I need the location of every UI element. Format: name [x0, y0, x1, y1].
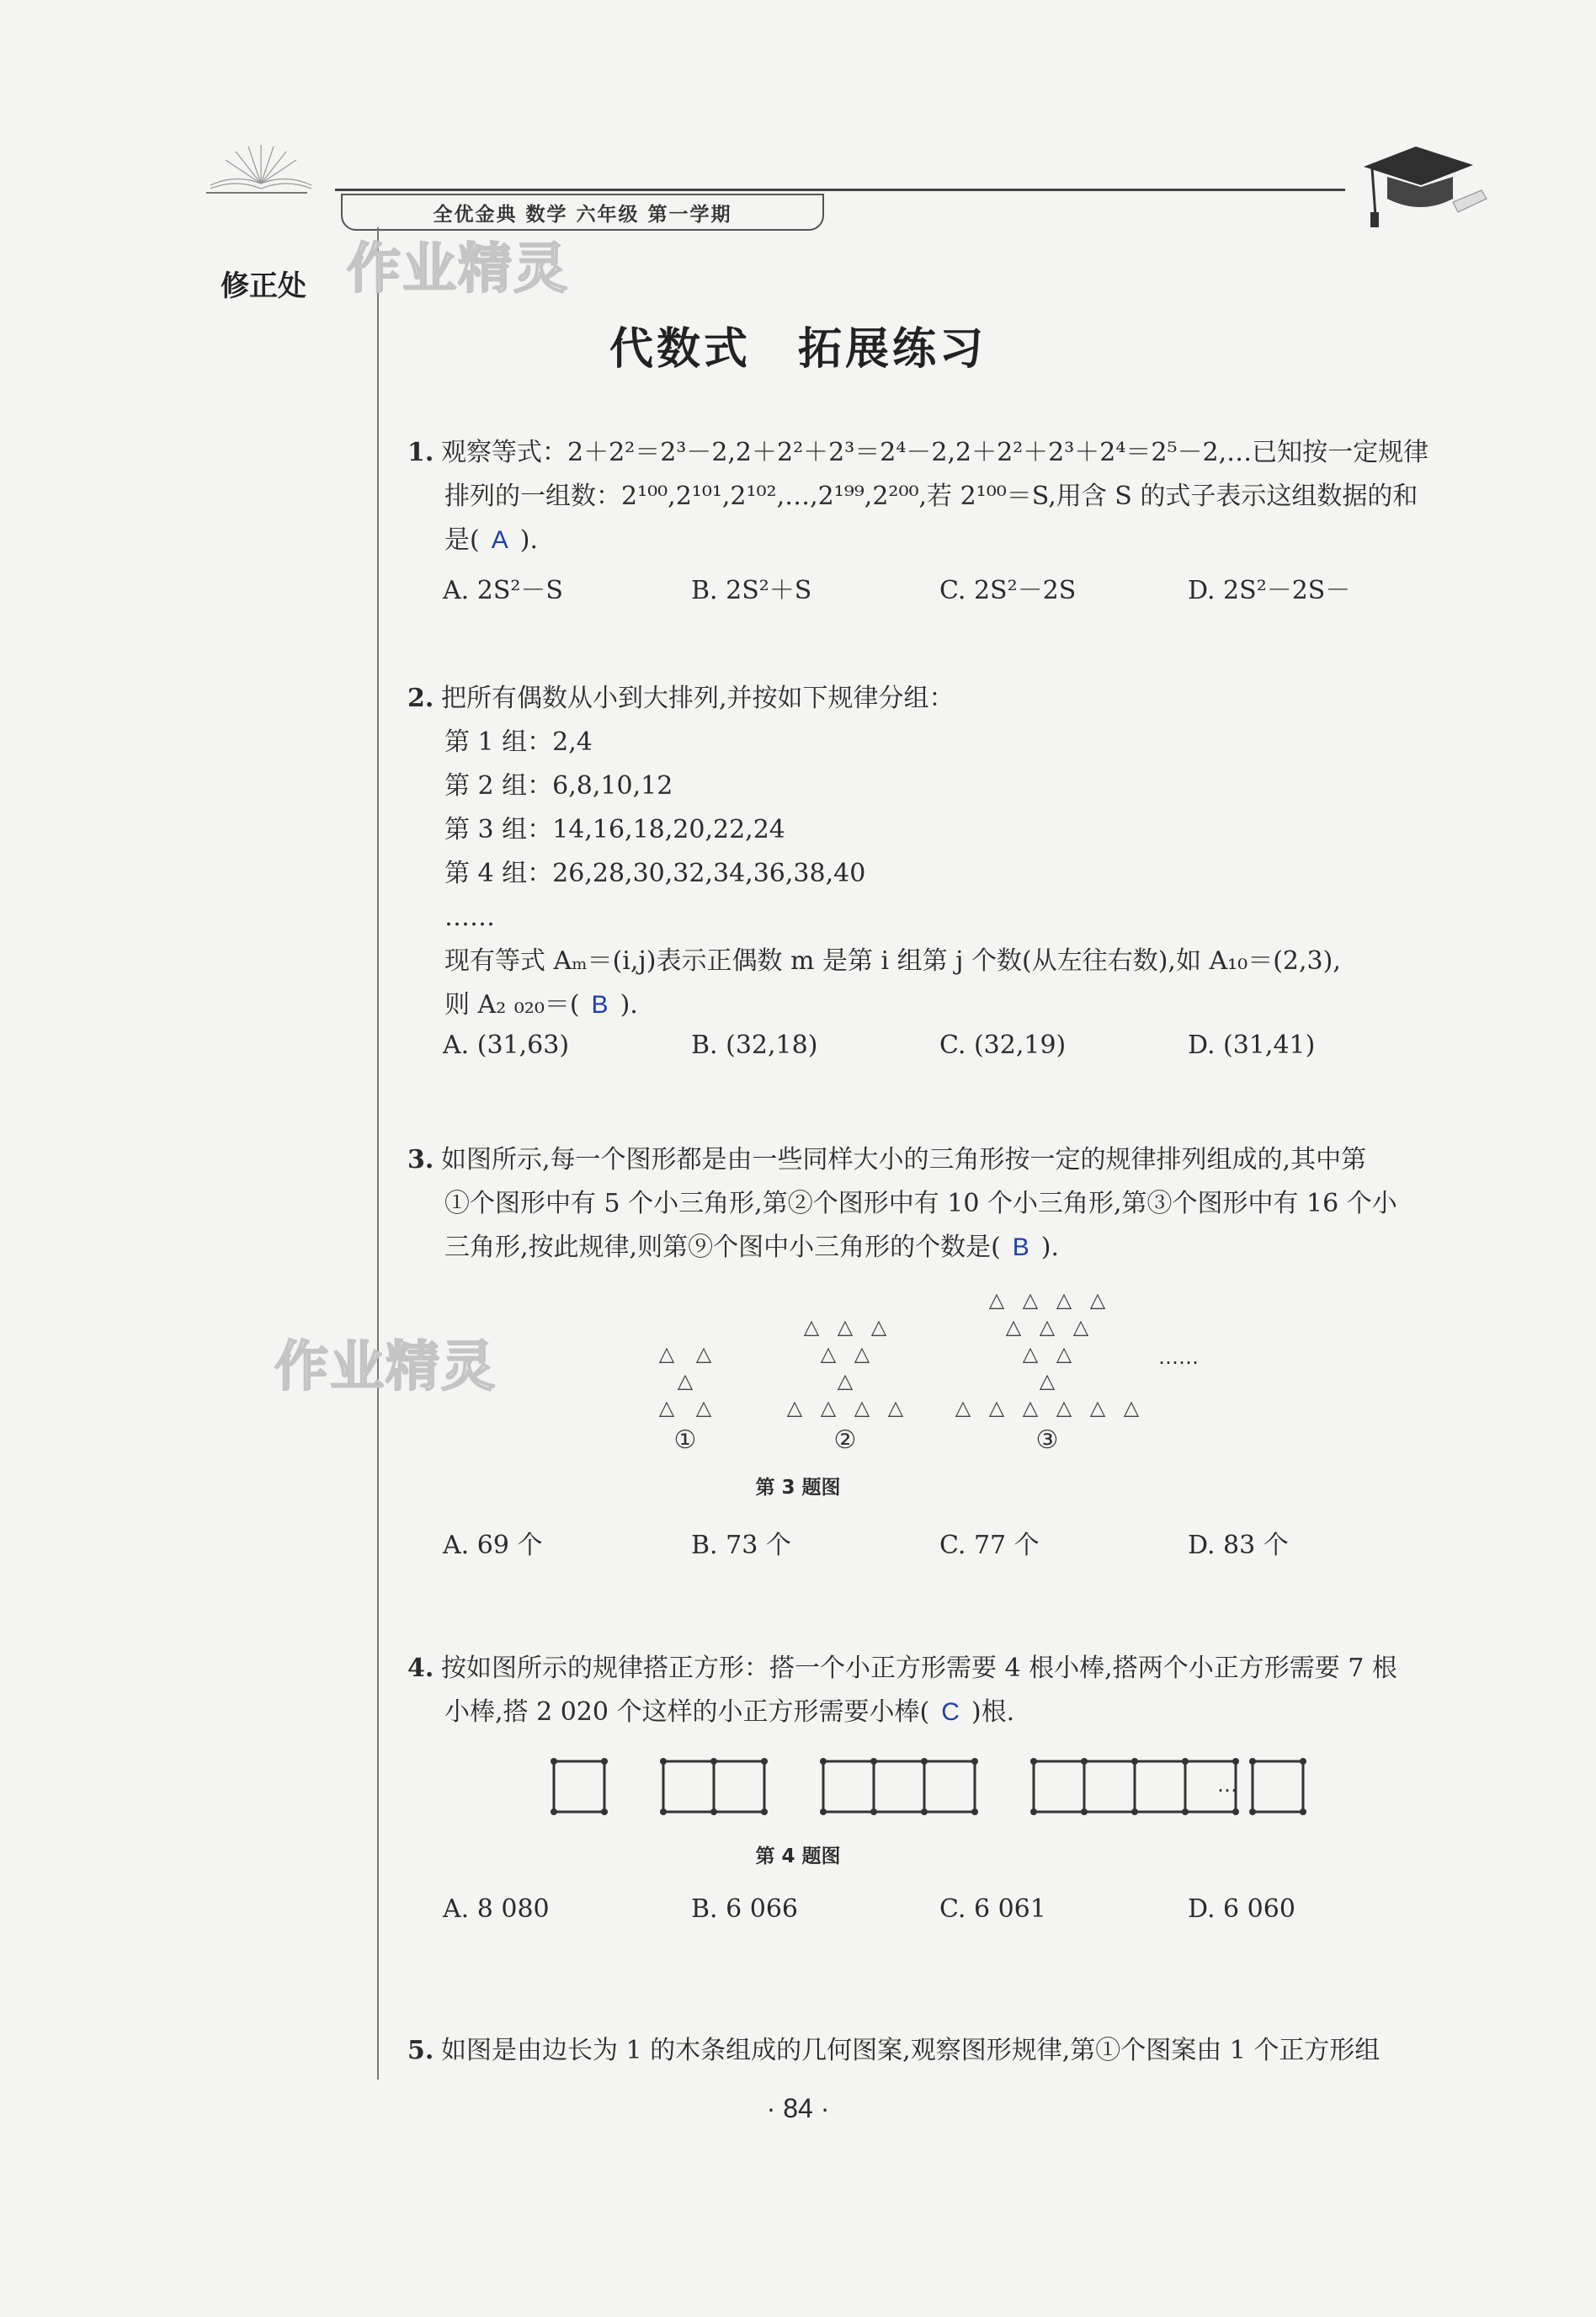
matchstick-squares-figure: [547, 1755, 1322, 1822]
option-a: A. 2S²－S: [443, 576, 563, 605]
triangle-icon: △: [1022, 1288, 1039, 1312]
triangle-icon: △: [837, 1369, 854, 1393]
question-text: 现有等式 Aₘ＝(i,j)表示正偶数 m 是第 i 组第 j 个数(从左往右数),如 A₁₀＝(2,3),: [444, 946, 1341, 976]
open-book-icon: [202, 141, 320, 194]
triangle-icon: △: [854, 1342, 870, 1366]
triangle-icon: △: [1056, 1288, 1072, 1312]
triangle-icon: △: [658, 1396, 675, 1419]
header-rule-left: [206, 192, 307, 194]
square-group-1: [554, 1761, 604, 1812]
question-2: [407, 677, 1476, 1027]
question-text: 如图所示,每一个图形都是由一些同样大小的三角形按一定的规律排列组成的,其中第: [441, 1145, 1367, 1174]
option-d: D. 2S²－2S－: [1188, 576, 1351, 605]
square-group-n: [1253, 1761, 1303, 1812]
triangle-icon: △: [1056, 1342, 1072, 1366]
triangle-icon: △: [820, 1342, 837, 1366]
option-b: B. 73 个: [691, 1531, 791, 1560]
option-d: D. 6 060: [1188, 1894, 1295, 1924]
question-text: 则 A₂ ₀₂₀＝(: [444, 990, 580, 1020]
margin-divider: [377, 227, 379, 2080]
figure-ellipsis: ……: [1158, 1345, 1199, 1369]
triangle-icon: △: [1022, 1342, 1039, 1366]
page-title: 代数式 拓展练习: [609, 324, 987, 375]
question-4: [407, 1647, 1476, 1734]
question-text: ).: [519, 525, 538, 555]
triangle-icon: △: [1022, 1396, 1039, 1419]
group-line: ……: [444, 903, 495, 932]
question-number: 5.: [407, 2036, 434, 2065]
figure-label-3: ③: [1035, 1425, 1059, 1455]
triangle-icon: △: [837, 1315, 854, 1339]
figure-label-1: ①: [673, 1425, 697, 1455]
triangle-icon: △: [658, 1342, 675, 1366]
figure-4-caption: 第 4 题图: [755, 1846, 841, 1867]
correction-label: 修正处: [221, 269, 306, 303]
graduation-cap-icon: [1355, 135, 1490, 236]
header-rule: [335, 189, 1345, 191]
options-q4: [443, 1894, 1478, 1924]
answer-mark: B: [1012, 1233, 1029, 1261]
question-text: 按如图所示的规律搭正方形：搭一个小正方形需要 4 根小棒,搭两个小正方形需要 7 根: [441, 1654, 1397, 1683]
triangle-icon: △: [695, 1396, 712, 1419]
triangle-icon: △: [820, 1396, 837, 1419]
question-text: ).: [620, 990, 638, 1020]
group-line: 第 3 组：14,16,18,20,22,24: [444, 815, 785, 844]
question-text: ).: [1040, 1233, 1060, 1262]
question-number: 2.: [407, 684, 434, 713]
question-text: 排列的一组数：2¹⁰⁰,2¹⁰¹,2¹⁰²,…,2¹⁹⁹,2²⁰⁰,若 2¹⁰⁰＝S,用含 S 的式子表示这组数据的和: [444, 482, 1418, 511]
options-q3: [443, 1524, 1478, 1561]
watermark-top: 作业精灵: [347, 238, 569, 301]
page-number: · 84 ·: [766, 2093, 830, 2123]
triangle-icon: △: [988, 1396, 1005, 1419]
answer-mark: C: [941, 1698, 960, 1726]
triangle-icon: △: [1089, 1288, 1106, 1312]
group-line: 第 4 组：26,28,30,32,34,36,38,40: [444, 859, 866, 888]
option-d: D. 83 个: [1188, 1531, 1289, 1560]
triangle-icon: △: [854, 1396, 870, 1419]
triangle-icon: △: [887, 1396, 904, 1419]
figure-3-caption: 第 3 题图: [755, 1477, 841, 1499]
question-number: 3.: [407, 1145, 434, 1174]
triangle-icon: △: [1039, 1369, 1056, 1393]
question-text: 把所有偶数从小到大排列,并按如下规律分组：: [441, 684, 955, 713]
answer-mark: A: [491, 526, 508, 554]
question-3: [407, 1138, 1476, 1270]
figure-ellipsis: …: [1217, 1773, 1237, 1797]
option-a: A. 69 个: [443, 1531, 543, 1560]
triangle-icon: △: [677, 1369, 694, 1393]
option-b: B. 6 066: [691, 1894, 799, 1924]
question-text: 是(: [444, 525, 480, 555]
option-a: A. (31,63): [443, 1031, 570, 1060]
triangle-icon: △: [1072, 1315, 1089, 1339]
question-number: 4.: [407, 1654, 434, 1683]
option-c: C. 77 个: [939, 1531, 1040, 1560]
triangle-icon: △: [988, 1288, 1005, 1312]
answer-mark: B: [591, 991, 609, 1019]
question-text: 如图是由边长为 1 的木条组成的几何图案,观察图形规律,第①个图案由 1 个正方形组: [441, 2036, 1381, 2065]
question-number: 1.: [407, 438, 434, 467]
triangle-icon: △: [955, 1396, 971, 1419]
triangle-icon: △: [1123, 1396, 1140, 1419]
triangle-icon: △: [1089, 1396, 1106, 1419]
book-title: 全优金典 数学 六年级 第一学期: [341, 194, 824, 231]
question-text: 观察等式：2＋2²＝2³－2,2＋2²＋2³＝2⁴－2,2＋2²＋2³＋2⁴＝2⁵－2,…已知按一定规律: [441, 438, 1429, 467]
question-1: [407, 431, 1476, 562]
question-text: 三角形,按此规律,则第⑨个图中小三角形的个数是(: [444, 1233, 1001, 1262]
option-c: C. 6 061: [939, 1894, 1046, 1924]
figure-label-2: ②: [833, 1425, 857, 1455]
option-c: C. (32,19): [939, 1031, 1067, 1060]
option-d: D. (31,41): [1188, 1031, 1316, 1060]
question-text: ①个图形中有 5 个小三角形,第②个图形中有 10 个小三角形,第③个图形中有 16 个小: [444, 1189, 1397, 1218]
triangle-icon: △: [786, 1396, 803, 1419]
triangle-icon: △: [1005, 1315, 1022, 1339]
option-b: B. 2S²＋S: [691, 576, 812, 605]
group-line: 第 2 组：6,8,10,12: [444, 771, 673, 801]
question-text: 小棒,搭 2 020 个这样的小正方形需要小棒(: [444, 1697, 930, 1727]
options-q2: [443, 1031, 1478, 1060]
option-a: A. 8 080: [443, 1894, 550, 1924]
option-c: C. 2S²－2S: [939, 576, 1077, 605]
triangle-icon: △: [695, 1342, 712, 1366]
triangle-icon: △: [1056, 1396, 1072, 1419]
group-line: 第 1 组：2,4: [444, 727, 593, 757]
triangle-icon: △: [1039, 1315, 1056, 1339]
triangle-icon: △: [870, 1315, 887, 1339]
question-text: )根.: [971, 1697, 1015, 1727]
watermark-middle: 作业精灵: [274, 1336, 497, 1398]
triangle-icon: △: [803, 1315, 820, 1339]
option-b: B. (32,18): [691, 1031, 818, 1060]
question-5: [407, 2029, 1476, 2073]
options-q1: [443, 569, 1478, 606]
triangle-pattern-figure: [640, 1280, 1229, 1465]
square-group-3: [823, 1761, 975, 1812]
